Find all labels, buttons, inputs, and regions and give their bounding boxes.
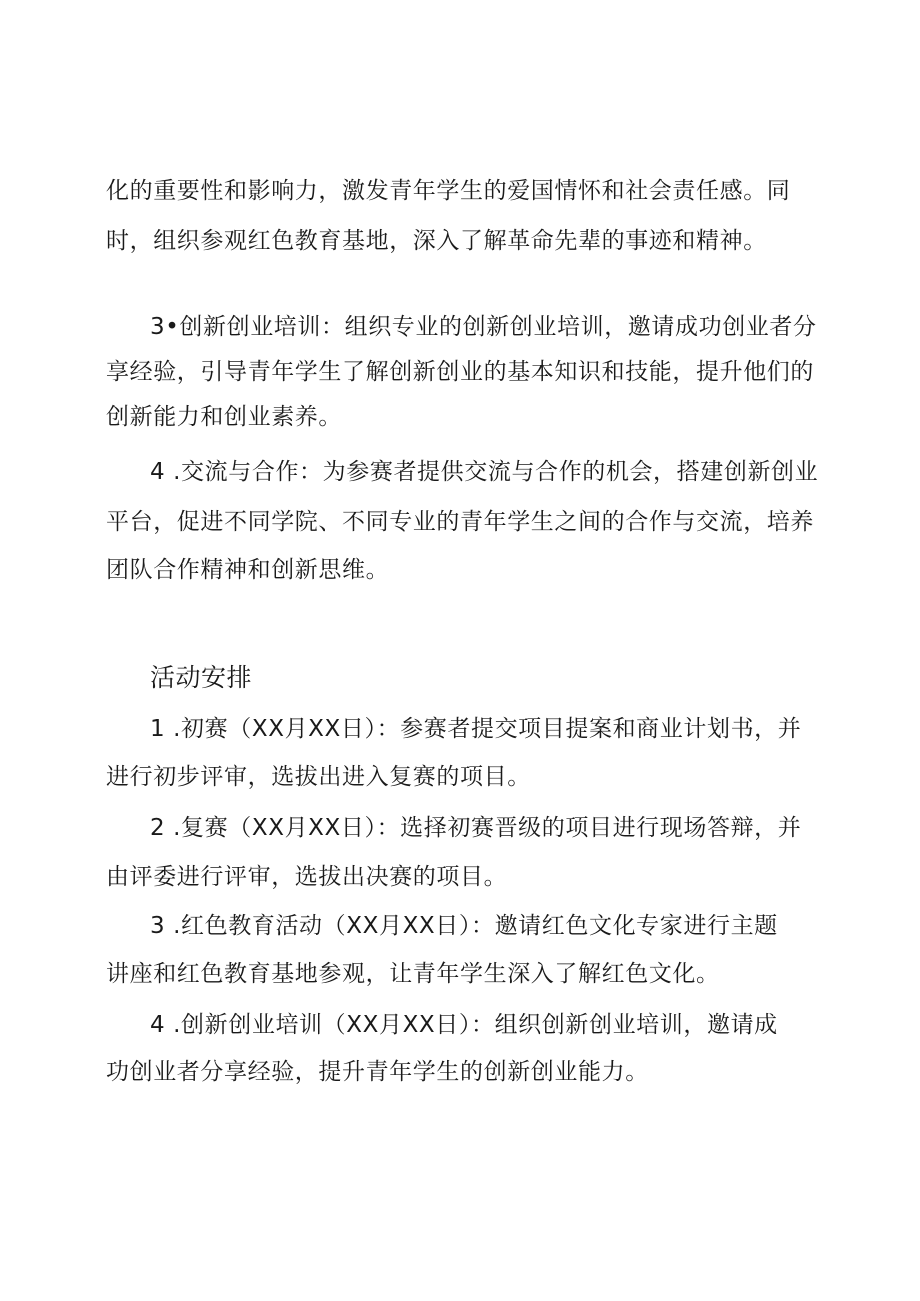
schedule-item4-line-2: 功创业者分享经验，提升青年学生的创新创业能力。 bbox=[106, 1059, 649, 1085]
section-heading: 活动安排 bbox=[150, 663, 253, 692]
schedule-item4-line-1: 4 .创新创业培训（XX月XX日）：组织创新创业培训，邀请成 bbox=[150, 1012, 778, 1038]
schedule-item1-line-2: 进行初步评审，选拔出进入复赛的项目。 bbox=[106, 764, 531, 790]
item4-line-2: 平台，促进不同学院、不同专业的青年学生之间的合作与交流，培养 bbox=[106, 509, 814, 535]
schedule-item3-line-2: 讲座和红色教育基地参观，让青年学生深入了解红色文化。 bbox=[106, 961, 720, 987]
schedule-item2-line-2: 由评委进行评审，选拔出决赛的项目。 bbox=[106, 864, 508, 890]
item3-line-2: 享经验，引导青年学生了解创新创业的基本知识和技能，提升他们的 bbox=[106, 359, 814, 385]
intro-line-1: 化的重要性和影响力，激发青年学生的爱国情怀和社会责任感。同 bbox=[106, 178, 791, 204]
schedule-item3-line-1: 3 .红色教育活动（XX月XX日）：邀请红色文化专家进行主题 bbox=[150, 913, 778, 939]
intro-line-2: 时，组织参观红色教育基地，深入了解革命先辈的事迹和精神。 bbox=[106, 228, 767, 254]
schedule-item1-line-1: 1 .初赛（XX月XX日）：参赛者提交项目提案和商业计划书，并 bbox=[150, 716, 802, 742]
item4-line-3: 团队合作精神和创新思维。 bbox=[106, 557, 390, 583]
item3-line-1: 3•创新创业培训：组织专业的创新创业培训，邀请成功创业者分 bbox=[150, 314, 817, 340]
item3-line-3: 创新能力和创业素养。 bbox=[106, 404, 342, 430]
item4-line-1: 4 .交流与合作：为参赛者提供交流与合作的机会，搭建创新创业 bbox=[150, 459, 819, 485]
schedule-item2-line-1: 2 .复赛（XX月XX日）：选择初赛晋级的项目进行现场答辩，并 bbox=[150, 815, 802, 841]
